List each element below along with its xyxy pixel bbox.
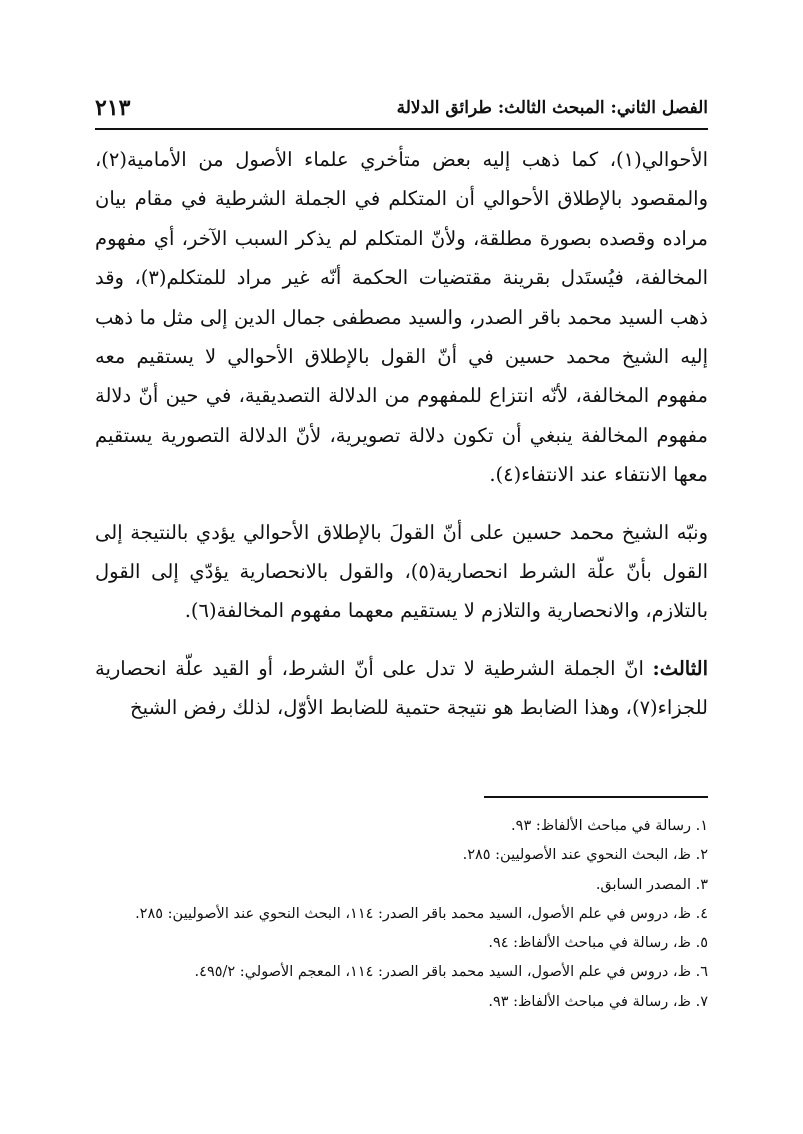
paragraph-3	[95, 649, 708, 728]
paragraph-2: ونبّه الشيخ محمد حسين على أنّ القولَ بالإطلاق الأحوالي يؤدي بالنتيجة إلى القول بأنّ علّة الشرط انحصارية(٥)، والقول بالانحصارية يؤدّي إلى القول بالتلازم، والانحصارية والتلازم لا يستقيم معهما مفهوم المخالفة(٦).	[95, 520, 708, 623]
section-lead: الثالث:	[652, 656, 708, 680]
paragraph-3-text: انّ الجملة الشرطية لا تدل على أنّ الشرط، أو القيد علّة انحصارية للجزاء(٧)، وهذا الضابط هو نتيجة حتمية للضابط الأوّل، لذلك رفض الشيخ	[95, 656, 708, 720]
main-text	[95, 140, 708, 728]
footnote-5: ٥. ظ، رسالة في مباحث الألفاظ: ٩٤.	[488, 935, 708, 952]
running-title: الفصل الثاني: المبحث الثالث: طرائق الدلالة	[396, 98, 708, 118]
footnote-1: ١. رسالة في مباحث الألفاظ: ٩٣.	[511, 818, 708, 834]
footnote-3: ٣. المصدر السابق.	[595, 876, 708, 893]
footnote-6: ٦. ظ، دروس في علم الأصول، السيد محمد باقر الصدر: ١١٤، المعجم الأصولي: ٤٩٥/٢.	[194, 964, 708, 981]
footnote-2: ٢. ظ، البحث النحوي عند الأصوليين: ٢٨٥.	[462, 847, 708, 864]
footnotes	[95, 812, 708, 1017]
paragraph-1: الأحوالي(١)، كما ذهب إليه بعض متأخري علماء الأصول من الأمامية(٢)، والمقصود بالإطلاق الأحوالي أن المتكلم في الجملة الشرطية في مقام بيان مراده وقصده بصورة مطلقة، ولأنّ المتكلم لم يذكر السبب الآخر، أي مفهوم المخالفة، فيُستَدل بقرينة مقتضيات الحكمة أنّه غير مراد للمتكلم(٣)، وقد ذهب السيد محمد باقر الصدر، والسيد مصطفى جمال الدين إلى مثل ما ذهب إليه الشيخ محمد حسين في أنّ القول بالإطلاق الأحوالي لا يستقيم معه مفهوم المخالفة، لأنّه انتزاع للمفهوم من الدلالة التصديقية، في حين أنّ دلالة مفهوم المخالفة ينبغي أن تكون دلالة تصويرية، لأنّ الدلالة التصورية يستقيم معها الانتفاء عند الانتفاء(٤).	[95, 148, 708, 487]
footnote-4: ٤. ظ، دروس في علم الأصول، السيد محمد باقر الصدر: ١١٤، البحث النحوي عند الأصوليين: ٢٨٥.	[135, 905, 708, 922]
footnote-7: ٧. ظ، رسالة في مباحث الألفاظ: ٩٣.	[488, 993, 708, 1010]
page-number: ٢١٣	[95, 95, 131, 121]
page-header	[95, 88, 708, 130]
footnote-separator	[484, 796, 708, 798]
